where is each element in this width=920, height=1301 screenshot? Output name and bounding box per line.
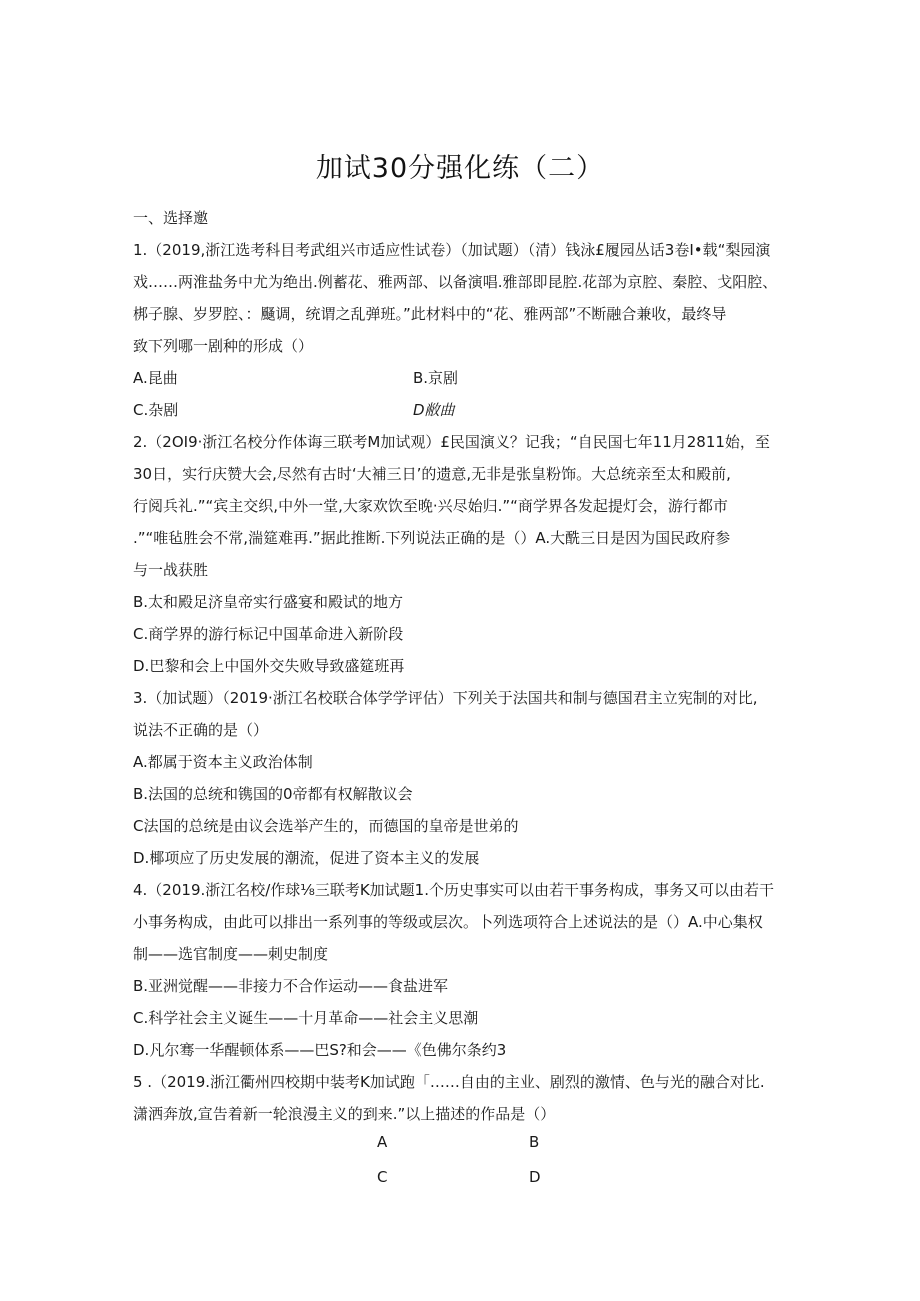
question-4-line: 制——选官制度——刺史制度 xyxy=(133,945,329,963)
question-3-option-b: B.法国的总统和镌国的0帝都有权解散议会 xyxy=(133,785,413,803)
question-5-option-b: B xyxy=(529,1133,540,1151)
question-1-option-b: B.京剧 xyxy=(413,369,459,387)
question-4-option-c: C.科学社会主义诞生——十月革命——社会主义思潮 xyxy=(133,1009,479,1027)
page-title: 加试30分强化练（二） xyxy=(315,153,605,184)
question-3-line: 说法不正确的是（） xyxy=(133,721,269,739)
question-2-option-d: D.巴黎和会上中国外交失败导致盛筵班再 xyxy=(133,657,405,675)
section-heading: 一、选择邀 xyxy=(133,209,209,227)
question-2-line: 与一战获胜 xyxy=(133,561,209,579)
question-4-line: 小事务构成，由此可以排出一系列事的等级或层次。卜列选项符合上述说法的是（）A.中心集权 xyxy=(133,913,763,931)
question-2-line: 2.（2OI9·浙江名校分作体诲三联考M加试观）£民国演义？记我；“自民国七年11月2811始，至 xyxy=(133,433,770,451)
question-1-line: 戏……两淮盐务中尤为绝出.例蓄花、雅两部、以备演唱.雅部即昆腔.花部为京腔、秦腔、戈阳腔、 xyxy=(133,273,778,291)
question-5-line: 潇洒奔放,宣告着新一轮浪漫主义的到来.”以上描述的作品是（） xyxy=(133,1105,556,1123)
question-3-option-c: C法国的总统是由议会选举产生的，而德国的皇帝是世弟的 xyxy=(133,817,519,835)
question-4-option-b: B.亚洲觉醒——非接力不合作运动——食盐进军 xyxy=(133,977,449,995)
question-4-option-d: D.凡尔骞一华醒顿体系——巴S?和会——《色佛尔条约3 xyxy=(133,1041,507,1059)
question-2-line: 30日，实行庆赞大会,尽然有古时‘大補三日’的遗意,无非是张皇粉饰。大总统亲至太和殿前, xyxy=(133,465,731,483)
question-3-option-d: D.椰项应了历史发展的潮流，促进了资本主义的发展 xyxy=(133,849,480,867)
question-1-line: 致下列哪一剧种的形成（） xyxy=(133,337,314,355)
question-3-line: 3.（加试题）（2019·浙江名校联合体学学评估）下列关于法国共和制与德国君主立宪制的对比, xyxy=(133,689,758,707)
question-1-option-d: D敝曲 xyxy=(413,401,455,419)
question-5-option-a: A xyxy=(377,1133,388,1151)
question-5-line: 5 .（2019.浙江衢州四校期中装考K加试跑「……自由的主业、剧烈的激情、色与光的融合对比. xyxy=(133,1073,765,1091)
question-1-line: 1.（2019,浙江选考科目考武组兴市适应性试卷）（加试题）（清）钱泳£履园丛话3卷I•载“梨园演 xyxy=(133,241,771,259)
question-5-option-d: D xyxy=(529,1168,541,1186)
question-1-line: 梆子腺、岁罗腔、：颾调，统谓之乱弹班。”此材料中的“花、雅两部”不断融合兼收，最终导 xyxy=(133,305,727,323)
question-1-option-c: C.杂剧 xyxy=(133,401,179,419)
question-5-option-c: C xyxy=(377,1168,388,1186)
question-2-line: 行阅兵礼.”“宾主交织,中外一堂,大家欢饮至晚·兴尽始归.”“商学界各发起提灯会，游行都市 xyxy=(133,497,728,515)
question-2-option-c: C.商学界的游行标记中国革命进入新阶段 xyxy=(133,625,404,643)
question-2-option-b: B.太和殿足济皇帝实行盛宴和殿试的地方 xyxy=(133,593,404,611)
question-4-line: 4.（2019.浙江名校/作球⅛三联考K加试题1.个历史事实可以由若干事务构成，事务又可以由若干 xyxy=(133,881,774,899)
question-2-line: .”“唯毡胜会不常,湍筵难再.”据此推断.下列说法正确的是（）A.大酰三日是因为国民政府参 xyxy=(133,529,731,547)
question-1-option-a: A.昆曲 xyxy=(133,369,178,387)
question-3-option-a: A.都属于资本主义政治体制 xyxy=(133,753,313,771)
